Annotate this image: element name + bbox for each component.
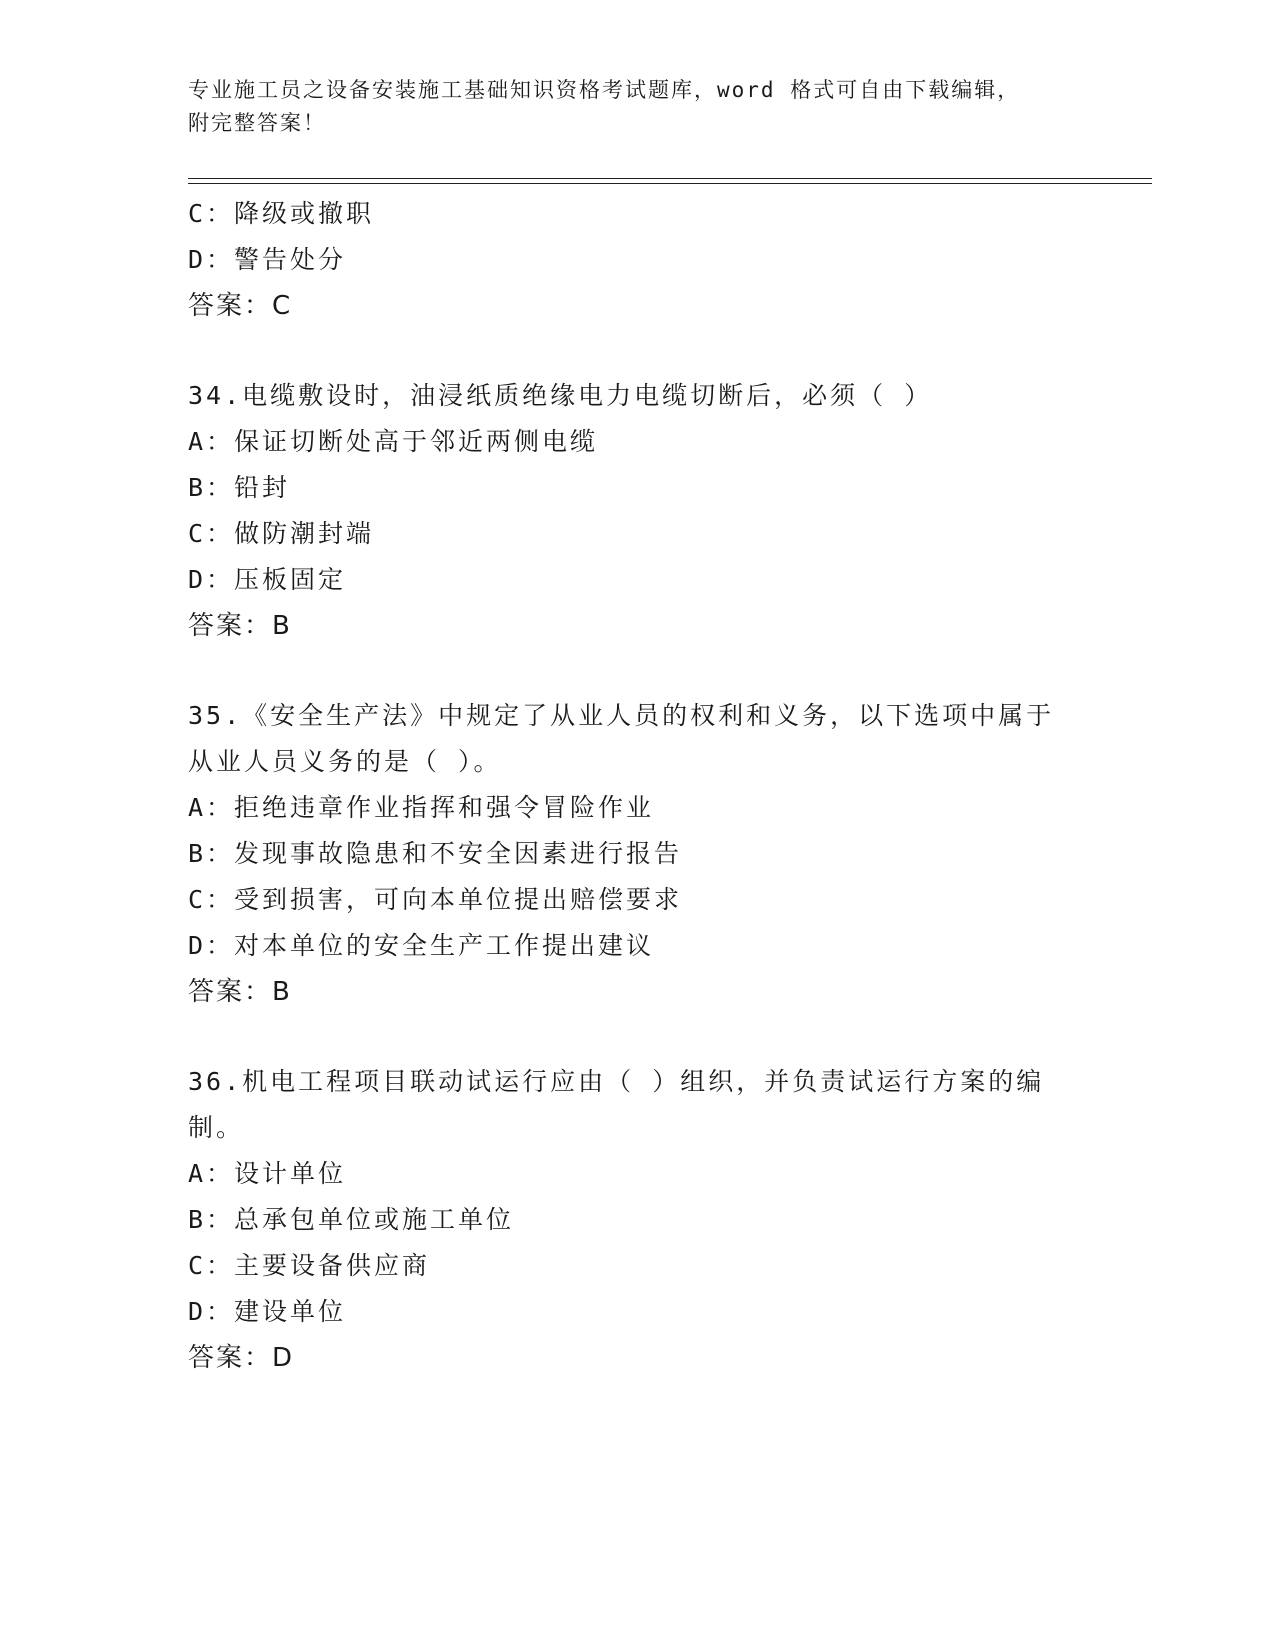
option-d: D：建设单位 [188, 1297, 347, 1326]
option-b: B：铅封 [188, 473, 291, 502]
option-c: C：主要设备供应商 [188, 1251, 431, 1280]
answer-line: 答案：D [188, 1343, 295, 1373]
option-a: A：保证切断处高于邻近两侧电缆 [188, 427, 599, 456]
option-a: A：设计单位 [188, 1159, 347, 1188]
option-b: B：总承包单位或施工单位 [188, 1205, 515, 1234]
question-list [188, 191, 1088, 1381]
option-d: D：压板固定 [188, 565, 347, 594]
spacer [188, 329, 1088, 373]
option-d: D：警告处分 [188, 245, 347, 274]
header-line-2: 附完整答案！ [188, 111, 326, 135]
option-c: C：做防潮封端 [188, 519, 375, 548]
question-text: 36.机电工程项目联动试运行应由（ ）组织，并负责试运行方案的编 [188, 1067, 1045, 1096]
question-35 [188, 693, 1088, 1015]
answer-line: 答案：C [188, 291, 293, 321]
question-text-continued: 制。 [188, 1113, 245, 1142]
header-line-1: 专业施工员之设备安装施工基础知识资格考试题库，word 格式可自由下载编辑， [188, 78, 1021, 102]
header-divider-top [188, 178, 1152, 179]
question-34 [188, 373, 1088, 649]
header-divider-bottom [188, 183, 1152, 184]
option-c: C：降级或撤职 [188, 199, 375, 228]
option-b: B：发现事故隐患和不安全因素进行报告 [188, 839, 683, 868]
question-text-continued: 从业人员义务的是（ ）。 [188, 747, 502, 776]
spacer [188, 649, 1088, 693]
document-header [188, 74, 1068, 140]
option-a: A：拒绝违章作业指挥和强令冒险作业 [188, 793, 655, 822]
question-36 [188, 1059, 1088, 1381]
question-33-continued [188, 191, 1088, 329]
question-text: 35.《安全生产法》中规定了从业人员的权利和义务，以下选项中属于 [188, 701, 1055, 730]
question-text: 34.电缆敷设时，油浸纸质绝缘电力电缆切断后，必须（ ） [188, 381, 933, 410]
option-c: C：受到损害，可向本单位提出赔偿要求 [188, 885, 683, 914]
answer-line: 答案：B [188, 611, 292, 641]
spacer [188, 1015, 1088, 1059]
answer-line: 答案：B [188, 977, 292, 1007]
option-d: D：对本单位的安全生产工作提出建议 [188, 931, 655, 960]
